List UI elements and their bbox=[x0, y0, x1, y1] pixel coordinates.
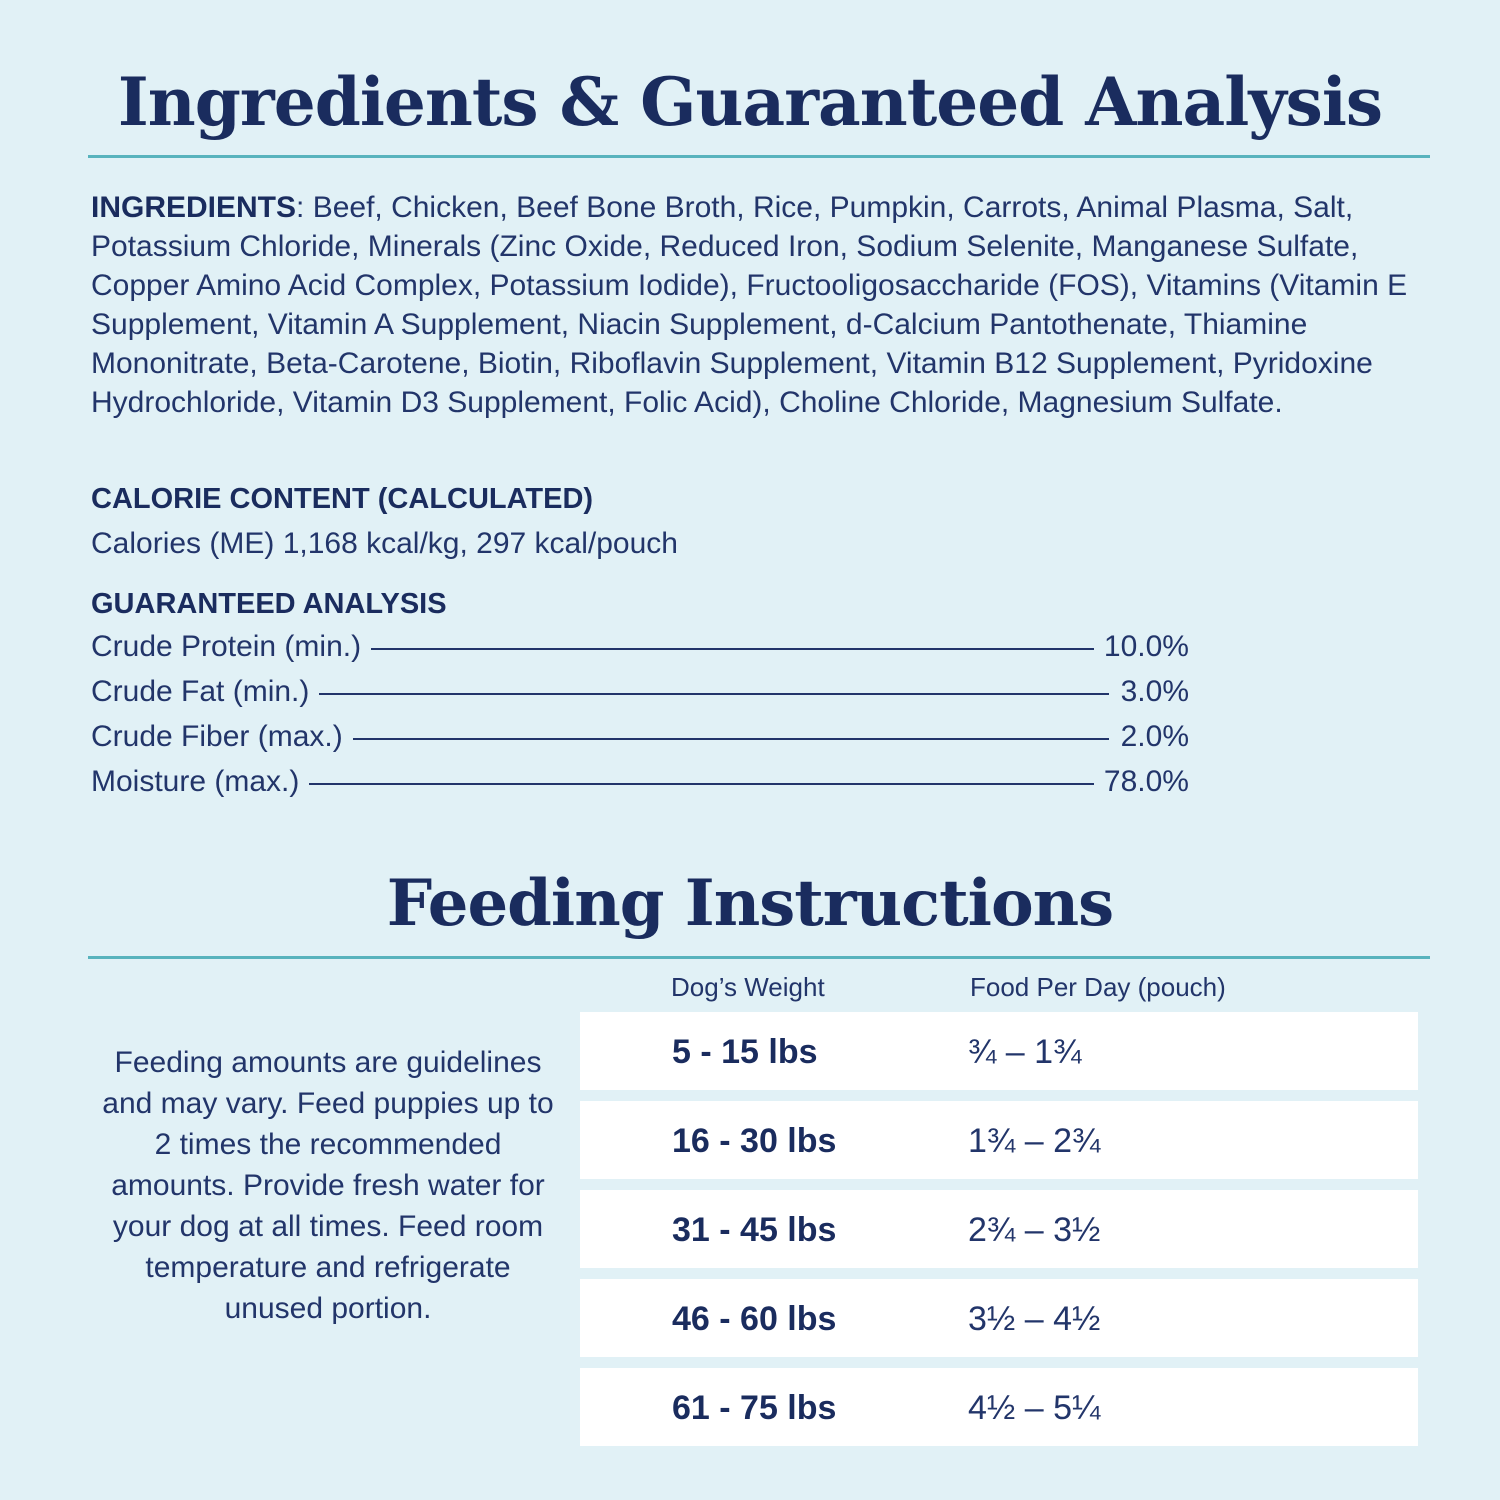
analysis-row bbox=[91, 630, 1189, 675]
food-cell: 4½ – 5¼ bbox=[968, 1389, 1101, 1427]
feeding-title: Feeding Instructions bbox=[386, 866, 1114, 941]
column-header-weight: Dog’s Weight bbox=[671, 972, 825, 1002]
weight-cell: 46 - 60 lbs bbox=[672, 1300, 837, 1338]
weight-cell: 31 - 45 lbs bbox=[672, 1211, 837, 1249]
analysis-row bbox=[91, 765, 1189, 810]
leader-line bbox=[353, 738, 1109, 740]
table-row bbox=[580, 1368, 1418, 1446]
food-cell: 2¾ – 3½ bbox=[968, 1211, 1101, 1249]
leader-line bbox=[371, 648, 1094, 650]
weight-cell: 61 - 75 lbs bbox=[672, 1389, 837, 1427]
leader-line bbox=[319, 693, 1109, 695]
analysis-value: 10.0% bbox=[1103, 630, 1189, 663]
analysis-label: Crude Fat (min.) bbox=[91, 675, 310, 708]
analysis-label: Crude Protein (min.) bbox=[91, 630, 362, 663]
table-row bbox=[580, 1190, 1418, 1268]
title-divider bbox=[88, 155, 1430, 158]
ingredients-text: : Beef, Chicken, Beef Bone Broth, Rice, Pumpkin, Carrots, Animal Plasma, Salt, Potassium Chloride, Minerals (Zinc Oxide, Reduced Iron, Sodium Selenite, Manganese Sulfate, Copper Amino Acid Complex, Potassium Iodide), Fructooligosaccharide (FOS), Vitamins (Vitamin E Supplement, Vitamin A Supplement, Niacin Supplement, d-Calcium Pantothenate, Thiamine Mononitrate, Beta-Carotene, Biotin, Riboflavin Supplement, Vitamin B12 Supplement, Pyridoxine Hydrochloride, Vitamin D3 Supplement, Folic Acid), Choline Chloride, Magnesium Sulfate. bbox=[91, 191, 1408, 419]
weight-cell: 16 - 30 lbs bbox=[672, 1122, 837, 1160]
analysis-value: 78.0% bbox=[1103, 765, 1189, 798]
analysis-label: Crude Fiber (max.) bbox=[91, 720, 343, 753]
analysis-row bbox=[91, 675, 1189, 720]
table-row bbox=[580, 1012, 1418, 1090]
analysis-label: Moisture (max.) bbox=[91, 765, 300, 798]
column-header-food: Food Per Day (pouch) bbox=[970, 972, 1226, 1002]
calorie-heading: CALORIE CONTENT (CALCULATED) bbox=[91, 483, 594, 515]
weight-cell: 5 - 15 lbs bbox=[672, 1033, 818, 1071]
table-row bbox=[580, 1101, 1418, 1179]
ingredients-label: INGREDIENTS bbox=[91, 191, 297, 224]
analysis-row bbox=[91, 720, 1189, 765]
feeding-divider bbox=[88, 956, 1430, 959]
analysis-value: 2.0% bbox=[1120, 720, 1189, 753]
ingredients-paragraph bbox=[91, 188, 1433, 422]
food-cell: 3½ – 4½ bbox=[968, 1300, 1101, 1338]
leader-line bbox=[309, 783, 1094, 785]
food-cell: 1¾ – 2¾ bbox=[968, 1122, 1101, 1160]
calorie-text: Calories (ME) 1,168 kcal/kg, 297 kcal/pouch bbox=[91, 527, 678, 560]
analysis-value: 3.0% bbox=[1120, 675, 1189, 708]
feeding-table bbox=[580, 1012, 1418, 1457]
table-row bbox=[580, 1279, 1418, 1357]
analysis-list bbox=[91, 630, 1189, 810]
food-cell: ¾ – 1¾ bbox=[968, 1033, 1082, 1071]
feeding-note: Feeding amounts are guidelines and may vary. Feed puppies up to 2 times the recommended amounts. Provide fresh water for your dog at all times. Feed room temperature and refrigerate unused portion. bbox=[102, 1046, 554, 1325]
analysis-heading: GUARANTEED ANALYSIS bbox=[91, 588, 447, 620]
page-title: Ingredients & Guaranteed Analysis bbox=[117, 63, 1383, 141]
